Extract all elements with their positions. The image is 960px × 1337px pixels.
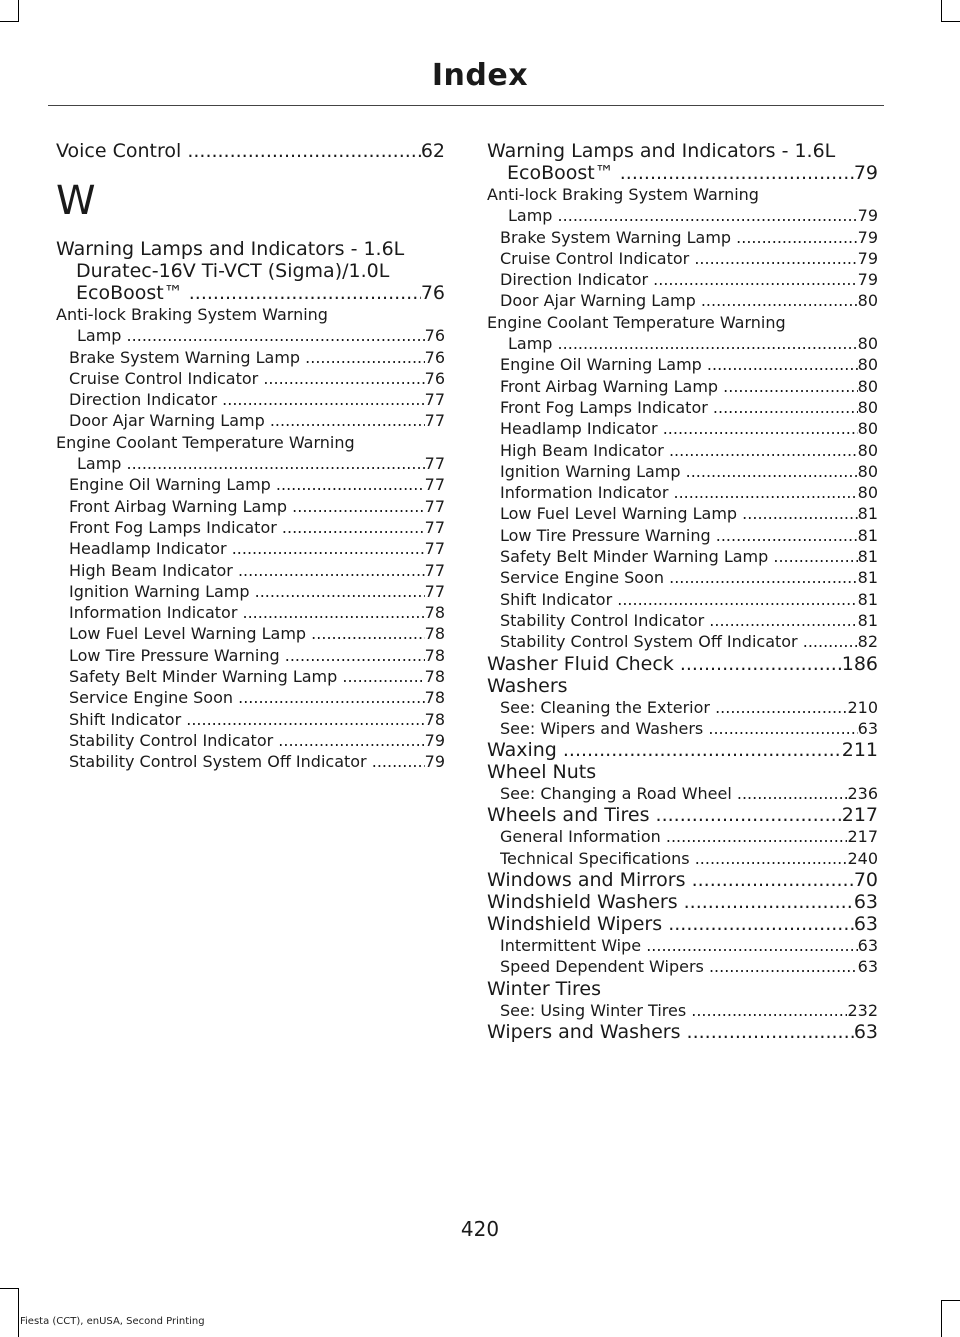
index-entry-label: Windows and Mirrors ..... xyxy=(487,869,854,891)
print-edition-note: Fiesta (CCT), enUSA, Second Printing xyxy=(20,1316,205,1327)
index-page-ref[interactable]: 78 xyxy=(424,709,445,729)
index-entry-label: EcoBoost™ ..... xyxy=(507,162,854,184)
index-page-ref[interactable]: 82 xyxy=(857,632,878,652)
index-entry-label: Direction Indicator ..... xyxy=(500,269,858,290)
index-entry xyxy=(56,474,445,495)
index-page-ref[interactable]: 76 xyxy=(424,347,445,367)
index-page-ref[interactable]: 77 xyxy=(424,560,445,580)
index-entry xyxy=(56,140,445,162)
index-entry-label: Stability Control Indicator ..... xyxy=(500,610,858,631)
index-entry xyxy=(487,269,878,290)
index-page-ref[interactable]: 79 xyxy=(424,730,445,750)
index-page-ref[interactable]: 80 xyxy=(857,291,878,311)
index-entry xyxy=(487,418,878,439)
index-entry xyxy=(56,602,445,623)
index-page-ref[interactable]: 80 xyxy=(857,376,878,396)
index-entry xyxy=(487,718,878,739)
index-entry xyxy=(487,312,878,355)
crop-mark xyxy=(941,1300,942,1337)
index-entry xyxy=(56,432,445,475)
index-entry xyxy=(56,581,445,602)
index-entry xyxy=(56,538,445,559)
index-entry-label: Low Tire Pressure Warning ..... xyxy=(500,525,858,546)
index-page-ref[interactable]: 236 xyxy=(847,784,878,804)
index-entry xyxy=(56,687,445,708)
index-entry-label: See: Using Winter Tires ..... xyxy=(500,1000,847,1021)
index-entry-label: Wipers and Washers ..... xyxy=(487,1021,854,1043)
index-entry xyxy=(487,376,878,397)
index-page-ref[interactable]: 79 xyxy=(857,248,878,268)
index-entry-label: Safety Belt Minder Warning Lamp ..... xyxy=(500,546,858,567)
index-page-ref[interactable]: 77 xyxy=(424,475,445,495)
index-page-ref[interactable]: 79 xyxy=(424,752,445,772)
crop-mark xyxy=(0,1288,19,1289)
index-entry-line: Anti-lock Braking System Warning xyxy=(487,185,759,204)
index-page-ref[interactable]: 186 xyxy=(841,652,878,675)
index-entry xyxy=(487,227,878,248)
index-entry xyxy=(487,869,878,891)
index-page-ref[interactable]: 217 xyxy=(847,827,878,847)
index-page-ref[interactable]: 70 xyxy=(853,869,878,892)
index-entry-label: Front Airbag Warning Lamp ..... xyxy=(69,496,425,517)
index-entry-line: Anti-lock Braking System Warning xyxy=(56,305,328,324)
index-page-ref[interactable]: 77 xyxy=(424,496,445,516)
index-page-ref[interactable]: 217 xyxy=(841,804,878,827)
index-entry-label: Stability Control System Off Indicator ..... xyxy=(69,751,425,772)
index-entry xyxy=(487,653,878,675)
index-entry-line: Duratec-16V Ti-VCT (Sigma)/1.0L xyxy=(76,260,390,282)
index-entry xyxy=(56,751,445,772)
index-entry-label: Information Indicator ..... xyxy=(500,482,858,503)
index-entry-label: Door Ajar Warning Lamp ..... xyxy=(69,410,425,431)
index-page-ref[interactable]: 79 xyxy=(857,270,878,290)
crop-mark xyxy=(941,21,960,22)
index-page-ref[interactable]: 63 xyxy=(853,891,878,914)
index-page-ref[interactable]: 77 xyxy=(424,581,445,601)
index-page-ref[interactable]: 81 xyxy=(857,568,878,588)
crop-mark xyxy=(941,1300,960,1301)
index-entry xyxy=(487,397,878,418)
index-page-ref[interactable]: 81 xyxy=(857,525,878,545)
index-column-right xyxy=(487,140,878,1043)
index-page-ref[interactable]: 79 xyxy=(853,162,878,184)
index-entry xyxy=(56,496,445,517)
index-entry-label: Wheels and Tires ..... xyxy=(487,804,842,826)
index-entry xyxy=(487,610,878,631)
index-entry xyxy=(487,290,878,311)
index-page-ref[interactable]: 76 xyxy=(420,282,445,304)
index-entry-line: Warning Lamps and Indicators - 1.6L xyxy=(487,140,836,162)
index-entry xyxy=(56,347,445,368)
crop-mark xyxy=(941,0,942,22)
index-entry xyxy=(487,140,878,184)
index-page-ref[interactable]: 63 xyxy=(857,718,878,738)
index-page-ref[interactable]: 63 xyxy=(857,936,878,956)
index-page-ref[interactable]: 80 xyxy=(857,461,878,481)
index-heading: Washers xyxy=(487,674,568,697)
index-entry xyxy=(487,589,878,610)
index-entry-label: Lamp ..... xyxy=(77,325,425,346)
index-page-ref[interactable]: 76 xyxy=(424,326,445,346)
index-entry xyxy=(487,567,878,588)
index-page-ref[interactable]: 76 xyxy=(424,368,445,388)
index-page-ref[interactable]: 77 xyxy=(424,390,445,410)
index-entry-label: Stability Control Indicator ..... xyxy=(69,730,425,751)
index-page-ref[interactable]: 211 xyxy=(841,739,878,762)
index-entry xyxy=(56,560,445,581)
index-entry xyxy=(487,1021,878,1043)
crop-mark xyxy=(18,0,19,22)
index-entry xyxy=(56,410,445,431)
index-entry-label: See: Cleaning the Exterior ..... xyxy=(500,697,847,718)
index-entry-label: See: Changing a Road Wheel ..... xyxy=(500,783,847,804)
index-entry-label: Low Fuel Level Warning Lamp ..... xyxy=(500,503,858,524)
index-entry xyxy=(56,238,445,304)
index-entry xyxy=(487,503,878,524)
index-entry-line: Engine Coolant Temperature Warning xyxy=(56,432,355,452)
index-entry-label: Cruise Control Indicator ..... xyxy=(500,248,858,269)
index-entry-label: Lamp ..... xyxy=(77,453,425,474)
index-page-ref[interactable]: 79 xyxy=(857,206,878,226)
index-page-ref[interactable]: 78 xyxy=(424,624,445,644)
index-page-ref[interactable]: 78 xyxy=(424,667,445,687)
index-entry-line: Warning Lamps and Indicators - 1.6L xyxy=(56,238,405,260)
index-entry xyxy=(487,184,878,227)
index-entry-label: Voice Control ..... xyxy=(56,140,421,162)
index-entry-label: Front Fog Lamps Indicator ..... xyxy=(69,517,425,538)
index-entry-label: Door Ajar Warning Lamp ..... xyxy=(500,290,858,311)
index-entry xyxy=(487,783,878,804)
index-page-ref[interactable]: 210 xyxy=(847,697,878,717)
index-page-ref[interactable]: 77 xyxy=(424,517,445,537)
index-page-ref[interactable]: 78 xyxy=(424,603,445,623)
page-title: Index xyxy=(431,58,529,93)
index-entry xyxy=(56,368,445,389)
index-page-ref[interactable]: 77 xyxy=(424,411,445,431)
index-page-ref[interactable]: 77 xyxy=(424,539,445,559)
index-entry-label: Shift Indicator ..... xyxy=(69,709,425,730)
index-entry-label: Brake System Warning Lamp ..... xyxy=(69,347,425,368)
header-divider xyxy=(48,105,884,106)
index-entry-label: Front Fog Lamps Indicator ..... xyxy=(500,397,858,418)
index-entry xyxy=(487,525,878,546)
index-entry xyxy=(487,482,878,503)
index-entry xyxy=(487,1000,878,1021)
index-entry xyxy=(56,730,445,751)
index-page-ref[interactable]: 80 xyxy=(857,419,878,439)
index-entry-label: Low Fuel Level Warning Lamp ..... xyxy=(69,623,425,644)
index-entry-label: High Beam Indicator ..... xyxy=(500,440,858,461)
index-page-ref[interactable]: 81 xyxy=(857,610,878,630)
crop-mark xyxy=(18,1288,19,1337)
index-entry xyxy=(487,804,878,826)
index-entry xyxy=(487,913,878,935)
index-heading: Wheel Nuts xyxy=(487,761,597,784)
index-entry-label: Engine Oil Warning Lamp ..... xyxy=(69,474,425,495)
index-entry-label: Headlamp Indicator ..... xyxy=(500,418,858,439)
index-entry xyxy=(56,645,445,666)
index-entry xyxy=(487,248,878,269)
index-entry-label: General Information ..... xyxy=(500,826,847,847)
index-page-ref[interactable]: 80 xyxy=(857,440,878,460)
index-entry-label: Intermittent Wipe ..... xyxy=(500,935,858,956)
index-entry-label: Engine Oil Warning Lamp ..... xyxy=(500,354,858,375)
index-entry-label: Lamp ..... xyxy=(508,333,858,354)
index-entry xyxy=(487,891,878,913)
index-entry xyxy=(487,697,878,718)
index-entry-label: Safety Belt Minder Warning Lamp ..... xyxy=(69,666,425,687)
index-entry xyxy=(487,935,878,956)
index-entry xyxy=(487,461,878,482)
index-page-ref[interactable]: 78 xyxy=(424,688,445,708)
index-page-ref[interactable]: 81 xyxy=(857,547,878,567)
crop-mark xyxy=(0,21,19,22)
index-page-ref[interactable]: 240 xyxy=(847,848,878,868)
index-entry-label: Front Airbag Warning Lamp ..... xyxy=(500,376,858,397)
index-page-ref[interactable]: 80 xyxy=(857,334,878,354)
index-entry-label: Windshield Washers ..... xyxy=(487,891,854,913)
index-entry xyxy=(487,354,878,375)
index-page-ref[interactable]: 80 xyxy=(857,355,878,375)
index-entry xyxy=(56,623,445,644)
index-entry-label: Ignition Warning Lamp ..... xyxy=(500,461,858,482)
index-entry-label: Windshield Wipers ..... xyxy=(487,913,854,935)
index-entry xyxy=(487,631,878,652)
index-entry-line: Engine Coolant Temperature Warning xyxy=(487,312,786,332)
index-entry xyxy=(487,739,878,761)
index-heading: Winter Tires xyxy=(487,977,601,1000)
page-number: 420 xyxy=(460,1217,500,1241)
index-page-ref[interactable]: 62 xyxy=(420,140,445,162)
index-entry-label: Technical Specifications ..... xyxy=(500,848,847,869)
index-page-ref[interactable]: 78 xyxy=(424,645,445,665)
index-page-ref[interactable]: 63 xyxy=(857,957,878,977)
index-page-ref[interactable]: 63 xyxy=(853,1020,878,1043)
index-entry xyxy=(487,546,878,567)
index-page-ref[interactable]: 63 xyxy=(853,913,878,936)
index-entry xyxy=(56,304,445,347)
index-page-ref[interactable]: 81 xyxy=(857,504,878,524)
index-entry-label: Information Indicator ..... xyxy=(69,602,425,623)
index-entry xyxy=(56,517,445,538)
index-entry-label: Direction Indicator ..... xyxy=(69,389,425,410)
index-entry-label: Service Engine Soon ..... xyxy=(69,687,425,708)
index-entry-label: EcoBoost™ ..... xyxy=(76,282,421,304)
index-entry xyxy=(487,826,878,847)
index-entry xyxy=(487,956,878,977)
index-entry-label: See: Wipers and Washers ..... xyxy=(500,718,858,739)
index-entry-label: Waxing ..... xyxy=(487,739,842,761)
index-page-ref[interactable]: 80 xyxy=(857,397,878,417)
index-entry-label: Stability Control System Off Indicator ..... xyxy=(500,631,858,652)
index-entry-label: Lamp ..... xyxy=(508,205,858,226)
index-page-ref[interactable]: 81 xyxy=(857,589,878,609)
index-page-ref[interactable]: 77 xyxy=(424,454,445,474)
index-page-ref[interactable]: 80 xyxy=(857,483,878,503)
index-entry-label: Speed Dependent Wipers ..... xyxy=(500,956,858,977)
index-entry xyxy=(487,848,878,869)
index-column-left xyxy=(56,140,445,773)
index-entry xyxy=(56,709,445,730)
index-entry-label: Cruise Control Indicator ..... xyxy=(69,368,425,389)
index-entry-label: Headlamp Indicator ..... xyxy=(69,538,425,559)
index-section-letter: W xyxy=(56,178,96,224)
index-entry xyxy=(487,440,878,461)
index-entry-label: Service Engine Soon ..... xyxy=(500,567,858,588)
index-entry xyxy=(56,666,445,687)
index-entry-label: Brake System Warning Lamp ..... xyxy=(500,227,858,248)
index-entry-label: Low Tire Pressure Warning ..... xyxy=(69,645,425,666)
index-entry-label: Shift Indicator ..... xyxy=(500,589,858,610)
index-entry xyxy=(56,389,445,410)
index-page-ref[interactable]: 79 xyxy=(857,227,878,247)
index-entry-label: Ignition Warning Lamp ..... xyxy=(69,581,425,602)
index-entry-label: Washer Fluid Check ..... xyxy=(487,653,842,675)
index-page-ref[interactable]: 232 xyxy=(847,1000,878,1020)
index-entry-label: High Beam Indicator ..... xyxy=(69,560,425,581)
